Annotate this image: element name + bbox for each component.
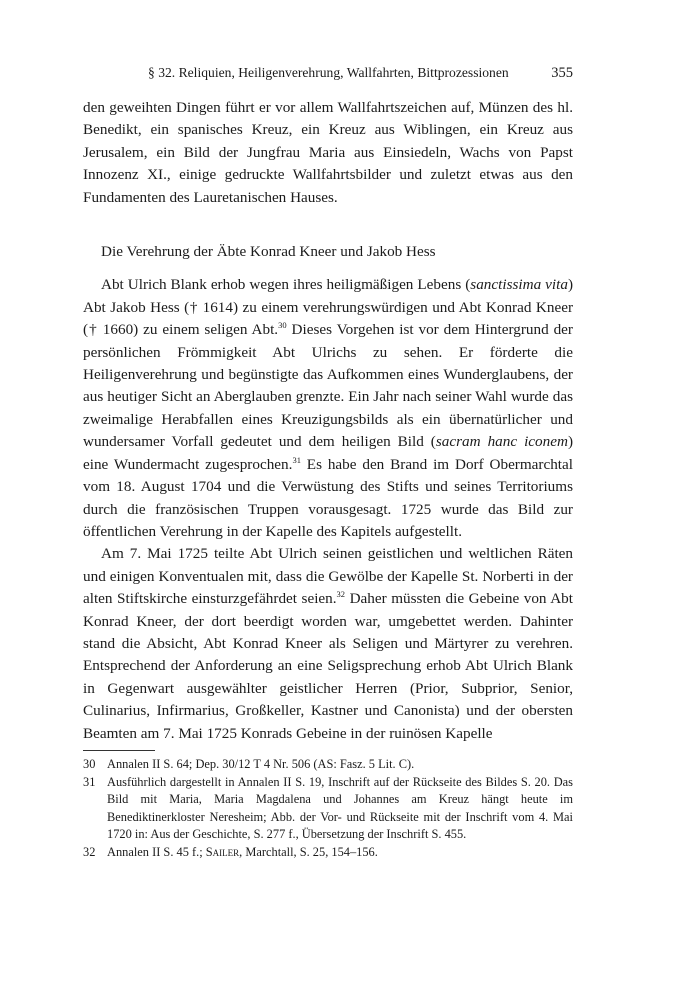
footnote-ref-31[interactable]: 31 <box>292 454 301 465</box>
text-run: Annalen II S. 45 f.; <box>107 844 206 859</box>
text-run: Es habe den Brand im Dorf Obermarchtal vom 18. August 1704 und die Verwüstung des Stifts und seines Territoriums durch die französischen Truppen vorausgesagt. 1725 wurde das Bild zur öffentlichen Verehrung in der Kapelle des Kapitels aufgestellt. <box>83 455 573 540</box>
footnote-31 <box>83 774 573 844</box>
paragraph-translation <box>83 543 573 745</box>
text-run: , Marchtall, S. 25, 154–156. <box>239 844 378 859</box>
text-run: Am 7. Mai 1725 teilte Abt Ulrich seinen geistlichen und weltlichen Räten und einigen Konventualen mit, dass die Gewölbe der Kapelle St. Norberti in der alten Stiftskirche einsturzgefährdet seien. <box>83 545 573 608</box>
text-run: Dieses Vorgehen ist vor dem Hintergrund der persönlichen Frömmigkeit Abt Ulrichs zu sehen. Er förderte die Heiligenverehrung und begünstigte das Aufkommen eines Wunderglaubens, der aus heutiger Sicht an Aberglauben grenzte. Ein Jahr nach seiner Wahl wurde das zweimalige Herabfallen eines Kreuzigungsbilds als ein übernatürlicher und wundersamer Vorfall gedeutet und dem heiligen Bild ( <box>83 321 573 451</box>
footnote-text: Ausführlich dargestellt in Annalen II S. 19, Inschrift auf der Rückseite des Bildes S. 20. Das Bild mit Maria, Maria Magdalena und Johannes am Kreuz hängt heute im Benediktinerkloster Neresheim; Abb. der Vor- und Rückseite mit der Inschrift vom 4. Mai 1720 in: Aus der Geschichte, S. 277 f., Übersetzung der Inschrift S. 455. <box>107 774 573 842</box>
footnote-text <box>107 845 378 859</box>
footnote-32 <box>83 844 573 862</box>
footnote-number: 32 <box>83 844 96 859</box>
text-run: Abt Ulrich Blank erhob wegen ihres heiligmäßigen Lebens ( <box>101 276 471 294</box>
text-run: Daher müssten die Gebeine von Abt Konrad Kneer, der dort beerdigt worden war, umgebettet werden. Dahinter stand die Absicht, Abt Konrad Kneer als Seligen und Märtyrer zu verehren. Entsprechend der Anforderung an eine Seligsprechung erhob Abt Ulrich Blank in Gegenwart ausgewählter geistlicher Herren (Prior, Subprior, Senior, Culinarius, Infirmarius, Großkeller, Kastner und Canonista) und der obersten Beamten am 7. Mai 1725 Konrads Gebeine in der ruinösen Kapelle <box>83 590 573 742</box>
text-run: ) eine Wundermacht zugesprochen. <box>83 433 573 473</box>
footnote-30 <box>83 756 573 774</box>
page-number: 355 <box>551 65 573 81</box>
running-head <box>148 64 573 82</box>
latin-term: sanctissima vita <box>470 276 568 294</box>
footnote-divider <box>83 750 155 751</box>
paragraph-veneration <box>83 274 573 543</box>
author-name: Sailer <box>205 844 240 859</box>
footnote-ref-32[interactable]: 32 <box>336 589 346 600</box>
body-text <box>83 97 573 745</box>
footnote-text: Annalen II S. 64; Dep. 30/12 T 4 Nr. 506 (AS: Fasz. 5 Lit. C). <box>107 757 415 771</box>
latin-term: sacram hanc iconem <box>435 433 568 451</box>
section-title: Die Verehrung der Äbte Konrad Kneer und Jakob Hess <box>101 243 436 261</box>
footnotes <box>83 756 573 862</box>
text-run: ) Abt Jakob Hess († 1614) zu einem verehrungswürdigen und Abt Konrad Kneer († 1660) zu einem seligen Abt. <box>83 276 573 339</box>
footnote-ref-30[interactable]: 30 <box>278 320 287 331</box>
footnote-number: 30 <box>83 757 96 771</box>
footnote-number: 31 <box>83 774 96 789</box>
running-title: § 32. Reliquien, Heiligenverehrung, Wallfahrten, Bittprozessionen <box>148 65 509 80</box>
paragraph-continuation: den geweihten Dingen führt er vor allem Wallfahrtszeichen auf, Münzen des hl. Benedikt, ein spanisches Kreuz, ein Kreuz aus Wiblingen, ein Kreuz aus Jerusalem, ein Bild der Jungfrau Maria aus Einsiedeln, Wachs von Papst Innozenz XI., einige gedruckte Wallfahrtsbilder und zuletzt etwas aus den Fundamenten des Lauretanischen Hauses. <box>83 99 573 206</box>
